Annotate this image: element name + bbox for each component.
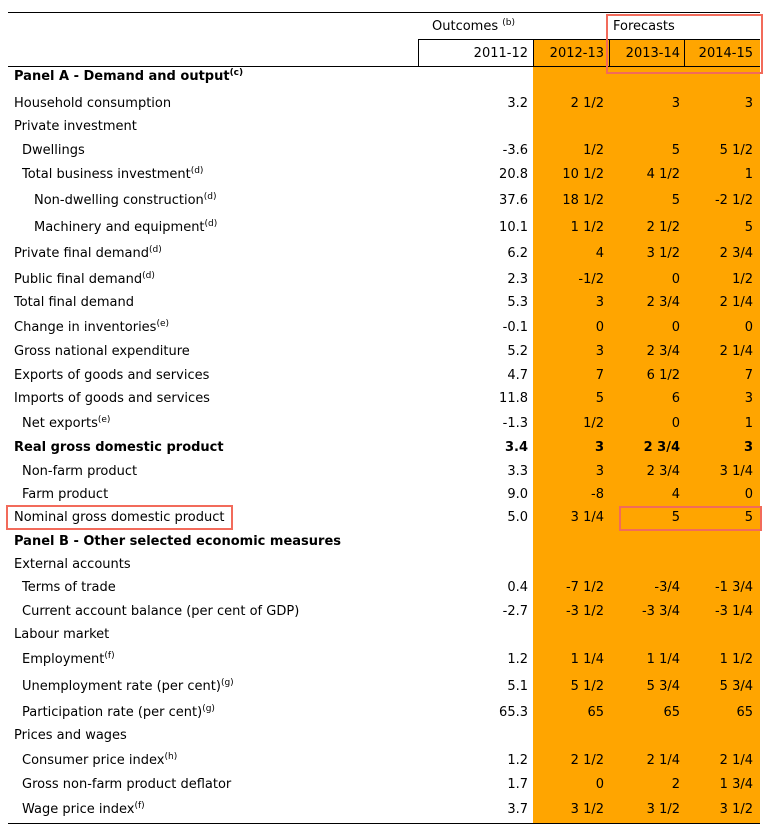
- value-cell: 1/2: [732, 272, 753, 287]
- table-row: [0, 193, 768, 217]
- value-cell: -3 3/4: [641, 604, 680, 619]
- value-cell: 6: [671, 391, 680, 406]
- footnote-marker: (d): [203, 192, 217, 202]
- value-cell: 2 3/4: [646, 295, 680, 310]
- row-label-text: Total business investment: [22, 167, 191, 182]
- value-cell: 1 1/4: [570, 652, 604, 667]
- row-label: [14, 368, 209, 383]
- value-cell: -3/4: [654, 580, 680, 595]
- value-cell: -7 1/2: [565, 580, 604, 595]
- value-cell: -2.7: [502, 604, 528, 619]
- value-cell: 3: [744, 391, 753, 406]
- value-cell: 3 1/4: [570, 510, 604, 525]
- nominal-gdp-highlight-box: [6, 505, 233, 530]
- value-cell: -2 1/2: [714, 193, 753, 208]
- value-cell: 3: [744, 96, 753, 111]
- row-label-text: Terms of trade: [22, 580, 116, 595]
- row-label: [22, 652, 115, 667]
- value-cell: 2 3/4: [719, 246, 753, 261]
- row-label: [22, 416, 110, 431]
- value-cell: 3: [595, 295, 604, 310]
- row-label-text: Employment: [22, 652, 105, 667]
- row-label-text: Imports of goods and services: [14, 391, 210, 406]
- table-row: [0, 344, 768, 368]
- value-cell: 3 1/2: [646, 802, 680, 817]
- row-label: [14, 391, 210, 406]
- table-row: [0, 368, 768, 392]
- row-label: [34, 220, 217, 235]
- row-label: [14, 534, 341, 549]
- value-cell: 0: [744, 320, 753, 335]
- value-cell: 4 1/2: [646, 167, 680, 182]
- value-cell: 0: [744, 487, 753, 502]
- value-cell: 65: [663, 705, 680, 720]
- value-cell: 5: [671, 193, 680, 208]
- value-cell: 2 1/2: [570, 753, 604, 768]
- value-cell: -1 3/4: [714, 580, 753, 595]
- value-cell: 3 1/4: [719, 464, 753, 479]
- footnote-marker: (e): [156, 319, 170, 329]
- table-top-rule: [8, 12, 760, 13]
- value-cell: 5 3/4: [646, 679, 680, 694]
- row-label-text: Change in inventories: [14, 320, 157, 335]
- value-cell: 2 1/4: [646, 753, 680, 768]
- value-cell: 20.8: [499, 167, 528, 182]
- value-cell: 5.2: [507, 344, 528, 359]
- value-cell: 18 1/2: [562, 193, 604, 208]
- panel-b-heading: [0, 534, 768, 558]
- row-label-text: Nominal gross domestic product: [14, 510, 225, 525]
- row-label-text: Private final demand: [14, 246, 149, 261]
- value-cell: 7: [595, 368, 604, 383]
- row-label: [22, 580, 116, 595]
- value-cell: -3 1/4: [714, 604, 753, 619]
- value-cell: 1 1/2: [570, 220, 604, 235]
- row-label-text: Household consumption: [14, 96, 172, 111]
- value-cell: 1: [744, 167, 753, 182]
- labour-market-heading: [0, 627, 768, 651]
- value-cell: 5 1/2: [570, 679, 604, 694]
- value-cell: 3: [594, 440, 604, 455]
- value-cell: 2 3/4: [643, 440, 680, 455]
- footnote-marker: (d): [204, 219, 218, 229]
- value-cell: 0: [671, 416, 680, 431]
- row-label: [14, 320, 169, 335]
- value-cell: 5: [744, 220, 753, 235]
- value-cell: -3 1/2: [565, 604, 604, 619]
- value-cell: 3: [595, 464, 604, 479]
- value-cell: 4.7: [507, 368, 528, 383]
- year-header: 2014-15: [698, 46, 753, 61]
- prices-and-wages-heading: [0, 728, 768, 752]
- table-row: [0, 464, 768, 488]
- row-label-text: Exports of goods and services: [14, 368, 210, 383]
- value-cell: 3.3: [507, 464, 528, 479]
- row-label-text: Net exports: [22, 416, 98, 431]
- value-cell: 0: [595, 320, 604, 335]
- forecasts-highlight-box: [606, 14, 763, 74]
- row-label-text: Public final demand: [14, 272, 143, 287]
- value-cell: 2 1/4: [719, 295, 753, 310]
- value-cell: 1 1/2: [719, 652, 753, 667]
- value-cell: 0: [595, 777, 604, 792]
- value-cell: 1 1/4: [646, 652, 680, 667]
- value-cell: 5.3: [507, 295, 528, 310]
- value-cell: 4: [595, 246, 604, 261]
- nominal-gdp-values-highlight-box: [619, 506, 762, 531]
- value-cell: 5: [671, 143, 680, 158]
- row-label: [14, 246, 162, 261]
- row-label-text: Private investment: [14, 119, 137, 134]
- row-label-text: Farm product: [22, 487, 109, 502]
- value-cell: 11.8: [499, 391, 528, 406]
- row-label: [22, 802, 145, 817]
- table-row: [0, 580, 768, 604]
- forecasts-header: Forecasts: [613, 19, 675, 34]
- row-label: [14, 272, 155, 287]
- row-label: [14, 627, 109, 642]
- row-label-text: Current account balance (per cent of GDP): [22, 604, 300, 619]
- value-cell: 1/2: [583, 416, 604, 431]
- table-row: [0, 167, 768, 191]
- row-label-text: Non-farm product: [22, 464, 138, 479]
- row-label-text: Panel B - Other selected economic measures: [14, 534, 341, 549]
- row-label: [14, 96, 171, 111]
- value-cell: -1/2: [578, 272, 604, 287]
- row-label: [34, 193, 217, 208]
- row-label-text: Real gross domestic product: [14, 440, 224, 455]
- value-cell: 2 1/4: [719, 344, 753, 359]
- footnote-marker: (f): [134, 801, 145, 811]
- row-label: [14, 728, 127, 743]
- value-cell: 3.2: [507, 96, 528, 111]
- footnote-marker: (c): [229, 68, 244, 78]
- value-cell: 2.3: [507, 272, 528, 287]
- year-header: 2012-13: [549, 46, 604, 61]
- value-cell: 5.0: [507, 510, 528, 525]
- value-cell: 0.4: [507, 580, 528, 595]
- table-row: [0, 391, 768, 415]
- value-cell: 5.1: [507, 679, 528, 694]
- row-label-text: Panel A - Demand and output: [14, 69, 230, 84]
- value-cell: 3: [743, 440, 753, 455]
- value-cell: 1 3/4: [719, 777, 753, 792]
- value-cell: 3: [671, 96, 680, 111]
- table-row: [0, 777, 768, 801]
- row-label: [22, 604, 299, 619]
- value-cell: 2 3/4: [646, 464, 680, 479]
- value-cell: 6.2: [507, 246, 528, 261]
- value-cell: 7: [744, 368, 753, 383]
- row-label-text: Non-dwelling construction: [34, 193, 204, 208]
- footnote-marker: (g): [202, 704, 215, 714]
- footnote-marker: (d): [142, 271, 155, 281]
- row-label-text: Gross national expenditure: [14, 344, 190, 359]
- row-label: [14, 440, 224, 455]
- row-label: [22, 167, 203, 182]
- value-cell: 3.4: [504, 440, 528, 455]
- value-cell: 65.3: [499, 705, 528, 720]
- header-separator: [418, 40, 419, 66]
- row-label-text: Total final demand: [14, 295, 135, 310]
- year-header: 2013-14: [625, 46, 680, 61]
- value-cell: -0.1: [502, 320, 528, 335]
- value-cell: 5 3/4: [719, 679, 753, 694]
- value-cell: 6 1/2: [646, 368, 680, 383]
- table-row: [0, 753, 768, 777]
- value-cell: 1.2: [507, 652, 528, 667]
- row-label: [22, 777, 231, 792]
- row-label-text: Consumer price index: [22, 753, 165, 768]
- value-cell: 3.7: [507, 802, 528, 817]
- row-label-text: Participation rate (per cent): [22, 705, 203, 720]
- value-cell: 1: [744, 416, 753, 431]
- value-cell: 3: [595, 344, 604, 359]
- row-label: [22, 679, 234, 694]
- row-label: [14, 295, 134, 310]
- private-investment-heading: [0, 119, 768, 143]
- row-label: [22, 143, 85, 158]
- row-label-text: Wage price index: [22, 802, 135, 817]
- row-label-text: Gross non-farm product deflator: [22, 777, 232, 792]
- row-label-text: Dwellings: [22, 143, 85, 158]
- row-label-text: Unemployment rate (per cent): [22, 679, 221, 694]
- table-row: [0, 705, 768, 729]
- table-row: [0, 679, 768, 703]
- value-cell: -8: [591, 487, 604, 502]
- footnote-marker: (g): [220, 678, 234, 688]
- value-cell: 3 1/2: [570, 802, 604, 817]
- value-cell: 37.6: [499, 193, 528, 208]
- row-label-text: Labour market: [14, 627, 110, 642]
- row-label: [14, 119, 137, 134]
- footnote-marker: (d): [190, 166, 204, 176]
- table-row: [0, 96, 768, 120]
- footnote-marker: (e): [97, 415, 111, 425]
- value-cell: 4: [671, 487, 680, 502]
- table-row: [0, 652, 768, 676]
- value-cell: 3 1/2: [646, 246, 680, 261]
- table-row: [0, 416, 768, 440]
- value-cell: 2 1/2: [646, 220, 680, 235]
- row-label: [22, 753, 177, 768]
- external-accounts-heading: [0, 557, 768, 581]
- value-cell: 65: [587, 705, 604, 720]
- table-row: [0, 295, 768, 319]
- row-label: [22, 705, 215, 720]
- row-label-text: Prices and wages: [14, 728, 127, 743]
- row-label: [14, 344, 190, 359]
- value-cell: 5: [671, 510, 680, 525]
- footnote-marker: (d): [148, 245, 162, 255]
- value-cell: 65: [736, 705, 753, 720]
- table-row: [0, 604, 768, 628]
- value-cell: 2 3/4: [646, 344, 680, 359]
- value-cell: -1.3: [502, 416, 528, 431]
- row-label: [14, 557, 131, 572]
- table-row: [0, 440, 768, 464]
- value-cell: 2 1/4: [719, 753, 753, 768]
- value-cell: 1.7: [507, 777, 528, 792]
- value-cell: 5 1/2: [719, 143, 753, 158]
- value-cell: 5: [595, 391, 604, 406]
- value-cell: 3 1/2: [719, 802, 753, 817]
- row-label: [14, 69, 243, 84]
- outcomes-header: Outcomes $^{(b)}$: [432, 18, 515, 34]
- table-row: [0, 220, 768, 244]
- value-cell: 5: [744, 510, 753, 525]
- value-cell: 0: [671, 320, 680, 335]
- year-header: 2011-12: [473, 46, 528, 61]
- table-row: [0, 143, 768, 167]
- value-cell: 0: [671, 272, 680, 287]
- row-label: [22, 464, 137, 479]
- row-label-text: Machinery and equipment: [34, 220, 205, 235]
- value-cell: 2: [671, 777, 680, 792]
- row-label: [22, 487, 108, 502]
- table-bottom-rule: [8, 823, 760, 824]
- table-row: [0, 320, 768, 344]
- value-cell: -3.6: [502, 143, 528, 158]
- footnote-marker: (h): [164, 752, 178, 762]
- value-cell: 10 1/2: [562, 167, 604, 182]
- footnote-marker: (f): [104, 651, 115, 661]
- value-cell: 1/2: [583, 143, 604, 158]
- table-row: [0, 272, 768, 296]
- table-row: [0, 246, 768, 270]
- value-cell: 9.0: [507, 487, 528, 502]
- value-cell: 10.1: [499, 220, 528, 235]
- value-cell: 1.2: [507, 753, 528, 768]
- row-label-text: External accounts: [14, 557, 131, 572]
- value-cell: 2 1/2: [570, 96, 604, 111]
